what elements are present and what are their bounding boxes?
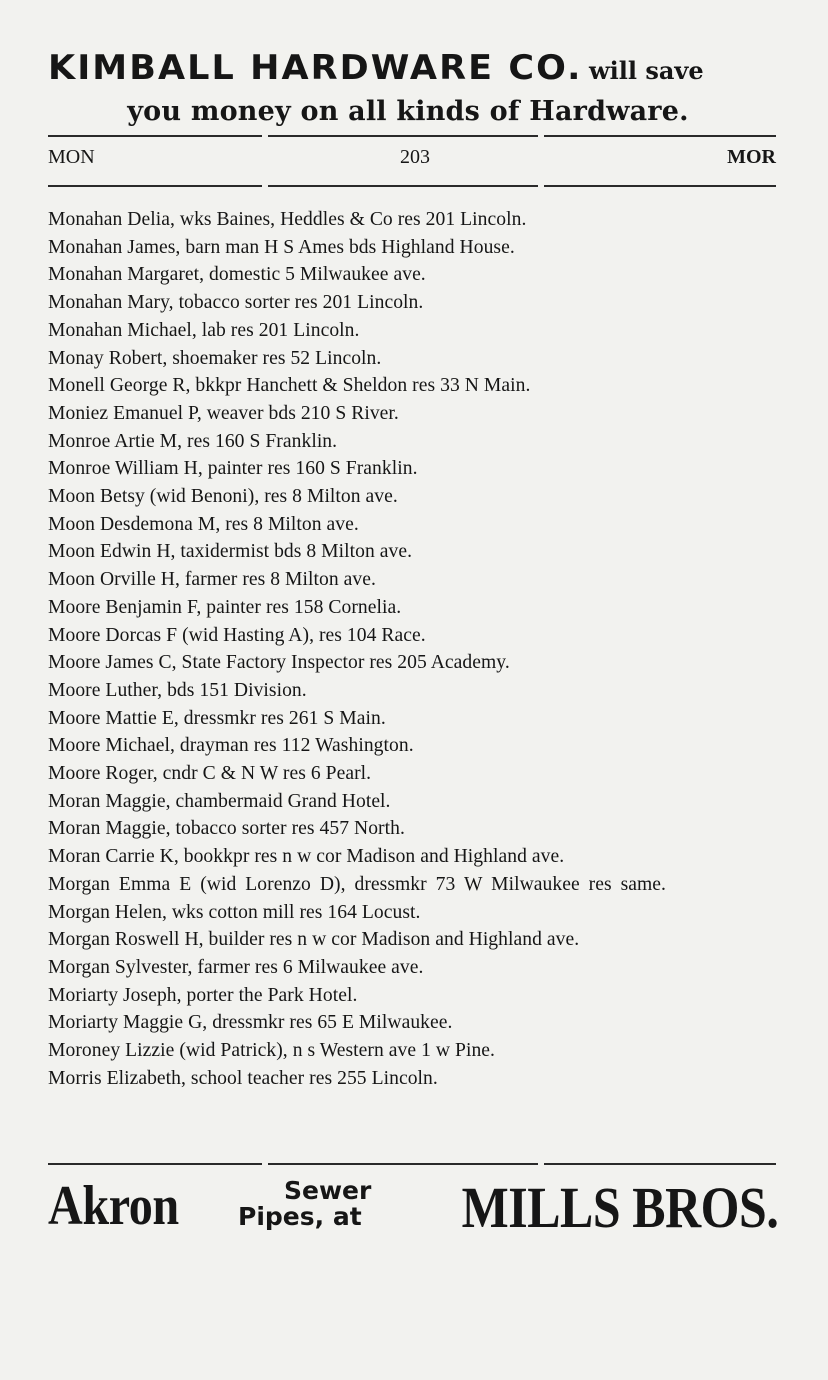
- directory-entry: Monroe Artie M, res 160 S Franklin.: [48, 430, 338, 452]
- advert-sewer: Sewer: [284, 1176, 372, 1205]
- running-header-left: MON: [48, 146, 95, 168]
- directory-entry: Monroe William H, painter res 160 S Franklin.: [48, 458, 418, 480]
- directory-entry: Moore Mattie E, dressmkr res 261 S Main.: [48, 707, 386, 729]
- directory-entry: Monell George R, bkkpr Hanchett & Sheldon res 33 N Main.: [48, 375, 531, 397]
- directory-entry: Moran Maggie, tobacco sorter res 457 North.: [48, 818, 405, 840]
- directory-entry: Monay Robert, shoemaker res 52 Lincoln.: [48, 347, 382, 369]
- directory-entry: Monahan James, barn man H S Ames bds Highland House.: [48, 236, 515, 258]
- top-advertisement-line1: [48, 48, 776, 96]
- advert-akron: Akron: [48, 1175, 179, 1237]
- directory-entry: Morgan Roswell H, builder res n w cor Madison and Highland ave.: [48, 929, 580, 951]
- footer-top-rule: [48, 1163, 776, 1165]
- directory-entry: Moore Luther, bds 151 Division.: [48, 679, 307, 701]
- directory-entry: Monahan Mary, tobacco sorter res 201 Lincoln.: [48, 292, 424, 314]
- directory-entry: Moon Edwin H, taxidermist bds 8 Milton ave.: [48, 541, 413, 563]
- directory-entry: Moroney Lizzie (wid Patrick), n s Western ave 1 w Pine.: [48, 1040, 495, 1062]
- directory-entry: Morgan Helen, wks cotton mill res 164 Locust.: [48, 901, 421, 923]
- directory-entry: Moore Benjamin F, painter res 158 Cornelia.: [48, 596, 402, 618]
- directory-entry: Monahan Margaret, domestic 5 Milwaukee ave.: [48, 264, 426, 286]
- directory-entry: Moran Maggie, chambermaid Grand Hotel.: [48, 790, 391, 812]
- running-header-right: MOR: [727, 146, 776, 168]
- page-number: 203: [400, 146, 430, 168]
- directory-entry: Morgan Emma E (wid Lorenzo D), dressmkr 73 W Milwaukee res same.: [48, 873, 667, 895]
- rule-gap: [262, 184, 268, 187]
- directory-entry: Moniez Emanuel P, weaver bds 210 S River.: [48, 402, 399, 424]
- directory-entry: Moon Desdemona M, res 8 Milton ave.: [48, 513, 359, 535]
- header-bottom-rule: [48, 185, 776, 187]
- advert-company-name: KIMBALL HARDWARE CO.: [48, 48, 583, 88]
- directory-entry: Moriarty Joseph, porter the Park Hotel.: [48, 984, 358, 1006]
- directory-entry: Moore Roger, cndr C & N W res 6 Pearl.: [48, 763, 372, 785]
- rule-gap: [262, 1162, 268, 1165]
- rule-gap: [538, 184, 544, 187]
- header-top-rule: [48, 135, 776, 137]
- directory-entry: Morris Elizabeth, school teacher res 255 Lincoln.: [48, 1067, 438, 1089]
- directory-entry: Moore Dorcas F (wid Hasting A), res 104 Race.: [48, 624, 426, 646]
- advert-slogan-line2: you money on all kinds of Hardware.: [127, 96, 689, 127]
- rule-gap: [538, 1162, 544, 1165]
- directory-entry: Monahan Delia, wks Baines, Heddles & Co res 201 Lincoln.: [48, 209, 527, 230]
- advert-mills-bros: MILLS BROS.: [461, 1175, 778, 1240]
- directory-entry: Moriarty Maggie G, dressmkr res 65 E Milwaukee.: [48, 1012, 453, 1034]
- directory-entries: [48, 206, 778, 1093]
- rule-gap: [262, 134, 268, 137]
- rule-gap: [538, 134, 544, 137]
- directory-entry: Monahan Michael, lab res 201 Lincoln.: [48, 319, 360, 341]
- directory-entry: Moore James C, State Factory Inspector res 205 Academy.: [48, 652, 510, 674]
- directory-entry: Moon Orville H, farmer res 8 Milton ave.: [48, 569, 376, 591]
- directory-entry: Moran Carrie K, bookkpr res n w cor Madison and Highland ave.: [48, 846, 565, 868]
- advert-pipes-at: Pipes, at: [238, 1202, 362, 1231]
- top-advertisement: [48, 48, 776, 127]
- directory-entry: Moore Michael, drayman res 112 Washington.: [48, 735, 414, 757]
- advert-sewer-pipes: [238, 1178, 428, 1230]
- advert-slogan-tail: will save: [588, 56, 704, 85]
- running-header: [48, 146, 776, 174]
- directory-entry: Morgan Sylvester, farmer res 6 Milwaukee ave.: [48, 956, 424, 978]
- bottom-advertisement: [48, 1172, 778, 1242]
- directory-entry: Moon Betsy (wid Benoni), res 8 Milton ave.: [48, 486, 398, 508]
